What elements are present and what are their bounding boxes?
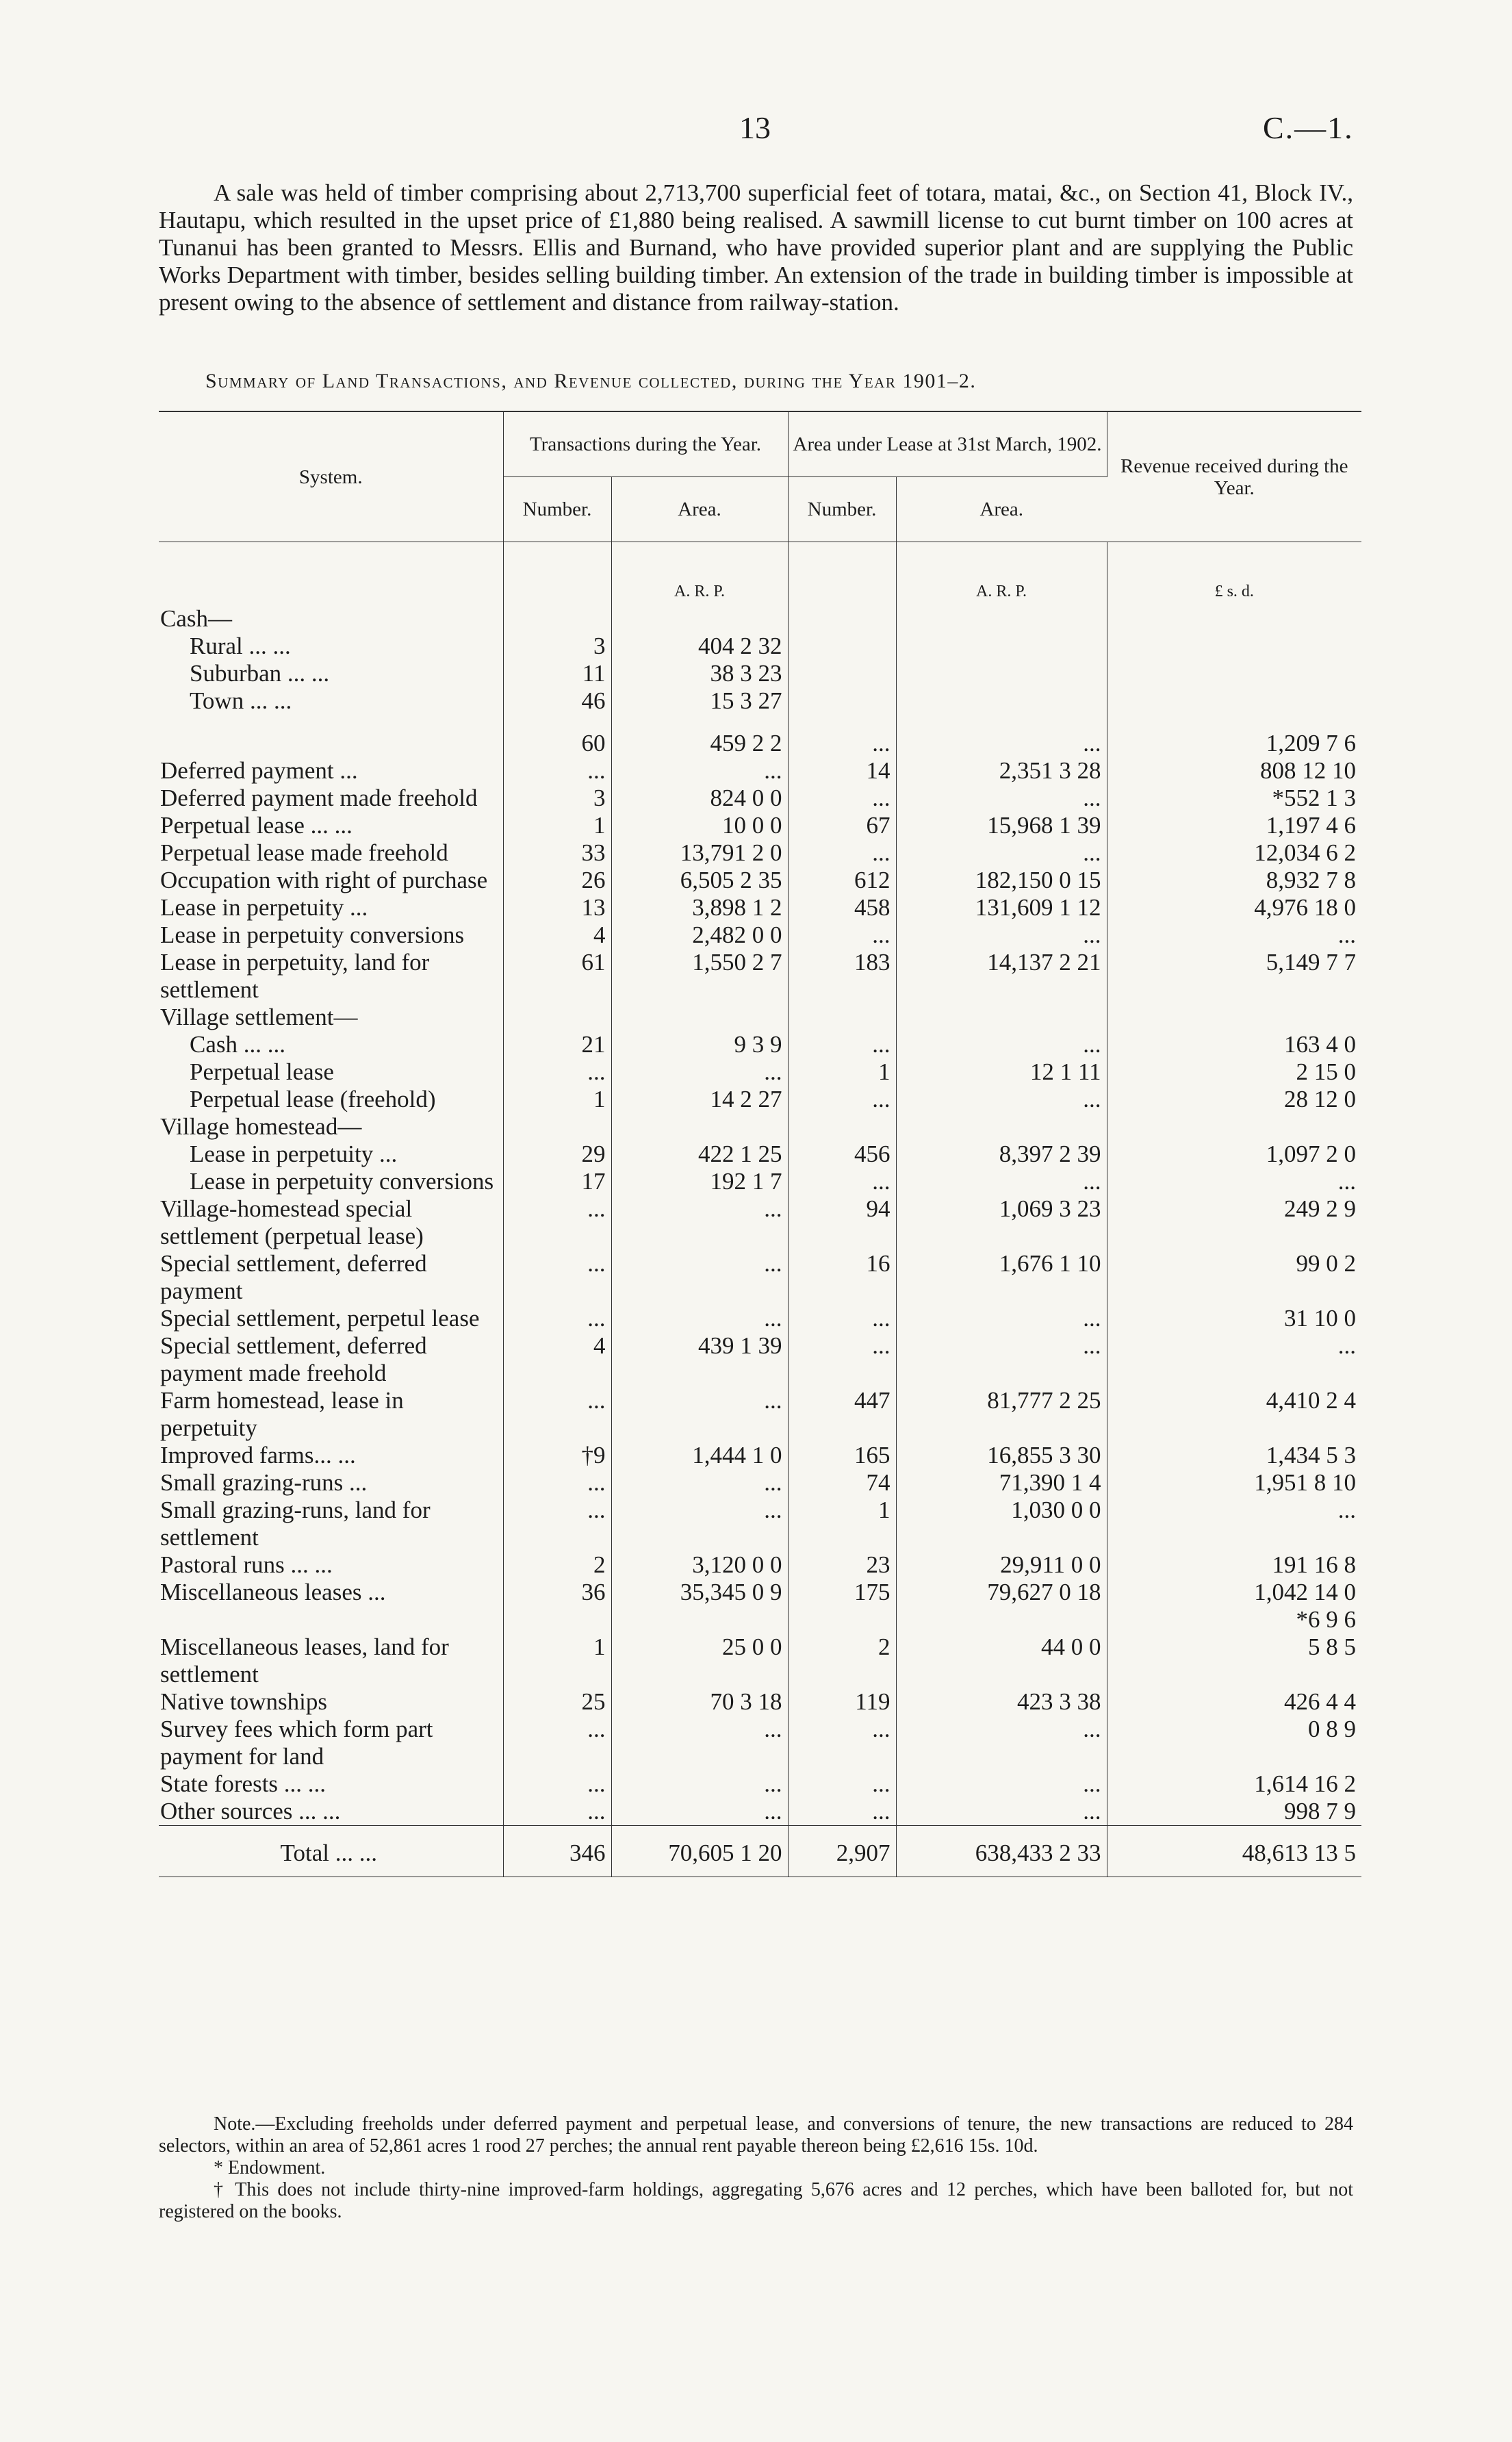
spacer-cell — [503, 715, 611, 730]
table-row — [159, 785, 1361, 812]
system-cell: Perpetual lease (freehold) — [159, 1086, 503, 1113]
revenue-cell: *552 1 3 — [1272, 785, 1357, 811]
system-cell: Lease in perpetuity conversions — [159, 1168, 503, 1195]
lease-area-cell: ... — [896, 1716, 1107, 1770]
trans-number-cell — [503, 605, 611, 633]
revenue-cell: 1,434 5 3 — [1266, 1442, 1357, 1468]
trans-area-cell: ... — [611, 1250, 788, 1305]
trans-number-cell: †9 — [503, 1442, 611, 1469]
table-row — [159, 867, 1361, 894]
system-cell: State forests ... ... — [159, 1770, 503, 1798]
lease-area-cell: 15,968 1 39 — [896, 812, 1107, 839]
trans-number-cell: 36 — [503, 1579, 611, 1633]
lease-area-cell: 423 3 38 — [896, 1688, 1107, 1716]
trans-area-cell: ... — [611, 1770, 788, 1798]
revenue-cell: 12,034 6 2 — [1254, 839, 1357, 866]
table-row — [159, 1770, 1361, 1798]
system-cell: Rural ... ... — [159, 633, 503, 660]
lease-number-cell: ... — [788, 1798, 896, 1826]
table-row — [159, 812, 1361, 839]
units-area-trans: A. R. P. — [611, 542, 788, 606]
trans-area-cell: ... — [611, 1716, 788, 1770]
system-cell: Lease in perpetuity conversions — [159, 921, 503, 949]
lease-area-cell: ... — [896, 1305, 1107, 1332]
trans-area-cell: ... — [611, 1058, 788, 1086]
trans-area-cell: 35,345 0 9 — [611, 1579, 788, 1633]
trans-number-cell: 3 — [503, 633, 611, 660]
lease-number-cell — [788, 1004, 896, 1031]
lease-number-cell: ... — [788, 1770, 896, 1798]
trans-number-cell: 13 — [503, 894, 611, 921]
trans-area-cell: 6,505 2 35 — [611, 867, 788, 894]
system-cell: Miscellaneous leases, land for settlement — [159, 1633, 503, 1688]
system-cell: Lease in perpetuity, land for settlement — [159, 949, 503, 1004]
system-cell: Cash ... ... — [159, 1031, 503, 1058]
revenue-cell: 1,209 7 6 — [1266, 730, 1357, 756]
lease-number-cell — [788, 687, 896, 715]
trans-number-cell: 4 — [503, 921, 611, 949]
table-row — [159, 1141, 1361, 1168]
header-lease-number: Number. — [788, 477, 896, 542]
units-area-lease: A. R. P. — [896, 542, 1107, 606]
lease-area-cell: ... — [896, 785, 1107, 812]
lease-area-cell: ... — [896, 1031, 1107, 1058]
lease-number-cell: 1 — [788, 1058, 896, 1086]
spacer-cell — [611, 715, 788, 730]
lease-number-cell: 16 — [788, 1250, 896, 1305]
trans-area-cell: 10 0 0 — [611, 812, 788, 839]
trans-area-cell: 1,550 2 7 — [611, 949, 788, 1004]
table-row — [159, 1168, 1361, 1195]
lease-area-cell — [896, 660, 1107, 687]
trans-number-cell: 26 — [503, 867, 611, 894]
trans-number-cell: ... — [503, 1305, 611, 1332]
trans-number-cell: ... — [503, 1497, 611, 1551]
lease-area-cell: 182,150 0 15 — [896, 867, 1107, 894]
lease-area-cell: 2,351 3 28 — [896, 757, 1107, 785]
system-cell: Cash— — [159, 605, 503, 633]
table-row — [159, 839, 1361, 867]
system-cell: Deferred payment ... — [159, 757, 503, 785]
trans-area-cell — [611, 1004, 788, 1031]
spacer-cell — [896, 715, 1107, 730]
lease-area-cell: ... — [896, 730, 1107, 757]
header-transactions: Transactions during the Year. — [503, 411, 788, 477]
system-cell: Deferred payment made freehold — [159, 785, 503, 812]
table-row — [159, 605, 1361, 633]
trans-number-cell: 25 — [503, 1688, 611, 1716]
lease-number-cell: 67 — [788, 812, 896, 839]
lease-number-cell: 94 — [788, 1195, 896, 1250]
note-text: Note.—Excluding freeholds under deferred payment and perpetual lease, and conversions of tenure, the new transactions are reduced to 284 selectors, within an area of 52,861 acres 1 rood 27 perches; the annual rent payable thereon being £2,616 15s. 10d. — [159, 2113, 1353, 2157]
table-body — [159, 542, 1361, 1826]
table-row — [159, 730, 1361, 757]
lease-area-cell: 79,627 0 18 — [896, 1579, 1107, 1633]
revenue-cell: 31 10 0 — [1284, 1305, 1357, 1332]
revenue-cell: 1,197 4 6 — [1266, 812, 1357, 839]
lease-number-cell: 456 — [788, 1141, 896, 1168]
lease-area-cell: 1,676 1 10 — [896, 1250, 1107, 1305]
trans-number-cell: ... — [503, 1250, 611, 1305]
trans-number-cell: 1 — [503, 1086, 611, 1113]
trans-area-cell: ... — [611, 1305, 788, 1332]
table-row — [159, 1387, 1361, 1442]
lease-number-cell — [788, 633, 896, 660]
trans-number-cell: 2 — [503, 1551, 611, 1579]
trans-area-cell: 3,120 0 0 — [611, 1551, 788, 1579]
table-row — [159, 1086, 1361, 1113]
total-lease-number: 2,907 — [788, 1826, 896, 1877]
intro-paragraph — [159, 179, 1353, 316]
document-code: C.—1. — [1263, 110, 1354, 145]
header-lease-area: Area under Lease at 31st March, 1902. — [788, 411, 1107, 477]
table-row — [159, 921, 1361, 949]
note-endowment: * Endowment. — [214, 2157, 326, 2178]
intro-text: A sale was held of timber comprising about 2,713,700 superficial feet of totara, matai, &c., on Section 41, Block IV., Hautapu, which resulted in the upset price of £1,880 being realised. A sawmill license to cut burnt timber on 100 acres at Tunanui has been granted to Messrs. Ellis and Burnand, who have provided superior plant and are supplying the Public Works Department with timber, besides selling building timber. An extension of the trade in building timber is impossible at present owing to the absence of settlement and distance from railway-station. — [159, 179, 1353, 316]
lease-area-cell — [896, 687, 1107, 715]
lease-number-cell: 23 — [788, 1551, 896, 1579]
system-cell: Special settlement, deferred payment made freehold — [159, 1332, 503, 1387]
revenue-cell: ... — [1337, 1168, 1357, 1195]
system-cell: Native townships — [159, 1688, 503, 1716]
system-cell: Other sources ... ... — [159, 1798, 503, 1826]
lease-area-cell — [896, 605, 1107, 633]
trans-number-cell: 3 — [503, 785, 611, 812]
revenue-cell — [1107, 660, 1361, 687]
lease-area-cell: ... — [896, 1168, 1107, 1195]
note-dagger: † This does not include thirty-nine improved-farm holdings, aggregating 5,676 acres and 12 perches, which have been balloted for, but not registered on the books. — [159, 2179, 1353, 2222]
revenue-cell: 1,951 8 10 — [1254, 1469, 1357, 1496]
total-revenue: 48,613 13 5 — [1107, 1826, 1361, 1877]
trans-area-cell: 9 3 9 — [611, 1031, 788, 1058]
trans-number-cell: ... — [503, 1770, 611, 1798]
trans-area-cell: 13,791 2 0 — [611, 839, 788, 867]
table-row — [159, 633, 1361, 660]
lease-number-cell: ... — [788, 839, 896, 867]
trans-area-cell: 70 3 18 — [611, 1688, 788, 1716]
lease-number-cell: 447 — [788, 1387, 896, 1442]
revenue-cell — [1107, 1113, 1361, 1141]
table-row — [159, 1579, 1361, 1633]
lease-area-cell: 44 0 0 — [896, 1633, 1107, 1688]
header-revenue: Revenue received during the Year. — [1107, 411, 1361, 542]
lease-area-cell: ... — [896, 921, 1107, 949]
trans-number-cell: ... — [503, 1387, 611, 1442]
trans-number-cell: ... — [503, 757, 611, 785]
trans-number-cell: 29 — [503, 1141, 611, 1168]
revenue-cell: 8,932 7 8 — [1266, 867, 1357, 893]
lease-area-cell: 14,137 2 21 — [896, 949, 1107, 1004]
lease-number-cell: ... — [788, 1031, 896, 1058]
lease-number-cell: 165 — [788, 1442, 896, 1469]
trans-area-cell: 192 1 7 — [611, 1168, 788, 1195]
revenue-cell: 5,149 7 7 — [1266, 949, 1357, 976]
lease-number-cell: 1 — [788, 1497, 896, 1551]
revenue-cell: ... — [1337, 921, 1357, 948]
lease-number-cell: ... — [788, 921, 896, 949]
table-row — [159, 1332, 1361, 1387]
trans-number-cell: 21 — [503, 1031, 611, 1058]
lease-number-cell: 183 — [788, 949, 896, 1004]
lease-area-cell: 131,609 1 12 — [896, 894, 1107, 921]
system-cell: Survey fees which form part payment for land — [159, 1716, 503, 1770]
total-trans-number: 346 — [503, 1826, 611, 1877]
trans-number-cell: 33 — [503, 839, 611, 867]
table-row — [159, 949, 1361, 1004]
header-lease-area-col: Area. — [896, 477, 1107, 542]
trans-area-cell: 3,898 1 2 — [611, 894, 788, 921]
trans-number-cell: ... — [503, 1798, 611, 1826]
table-row — [159, 1058, 1361, 1086]
system-cell: Lease in perpetuity ... — [159, 894, 503, 921]
spacer-cell — [1107, 715, 1361, 730]
system-cell: Perpetual lease ... ... — [159, 812, 503, 839]
trans-area-cell: ... — [611, 1497, 788, 1551]
trans-area-cell: 422 1 25 — [611, 1141, 788, 1168]
table-row — [159, 1716, 1361, 1770]
table-row — [159, 1497, 1361, 1551]
trans-area-cell: 2,482 0 0 — [611, 921, 788, 949]
system-cell: Farm homestead, lease in perpetuity — [159, 1387, 503, 1442]
trans-area-cell: ... — [611, 1195, 788, 1250]
lease-area-cell: 16,855 3 30 — [896, 1442, 1107, 1469]
trans-number-cell — [503, 1004, 611, 1031]
revenue-cell — [1107, 687, 1361, 715]
lease-number-cell: 175 — [788, 1579, 896, 1633]
lease-number-cell: 74 — [788, 1469, 896, 1497]
revenue-cell: 1,614 16 2 — [1254, 1770, 1357, 1797]
system-cell: Perpetual lease made freehold — [159, 839, 503, 867]
table-row — [159, 1442, 1361, 1469]
total-row — [159, 1826, 1361, 1877]
trans-number-cell — [503, 1113, 611, 1141]
footnotes — [159, 2113, 1353, 2223]
table-row — [159, 1469, 1361, 1497]
lease-number-cell: 612 — [788, 867, 896, 894]
table-row — [159, 1195, 1361, 1250]
revenue-cell: 163 4 0 — [1284, 1031, 1357, 1058]
page-number: 13 — [739, 110, 771, 145]
system-cell: Pastoral runs ... ... — [159, 1551, 503, 1579]
trans-number-cell: ... — [503, 1716, 611, 1770]
spacer-row — [159, 715, 1361, 730]
table-row — [159, 660, 1361, 687]
revenue-cell: 4,976 18 0 — [1254, 894, 1357, 921]
lease-number-cell: 2 — [788, 1633, 896, 1688]
trans-number-cell: 11 — [503, 660, 611, 687]
table-row — [159, 1004, 1361, 1031]
units-blank — [503, 542, 611, 606]
lease-number-cell: ... — [788, 1086, 896, 1113]
table-row — [159, 757, 1361, 785]
lease-area-cell: 12 1 11 — [896, 1058, 1107, 1086]
table-row — [159, 1798, 1361, 1826]
system-cell: Village settlement— — [159, 1004, 503, 1031]
revenue-cell: 191 16 8 — [1272, 1551, 1357, 1578]
lease-number-cell: ... — [788, 785, 896, 812]
trans-area-cell: 38 3 23 — [611, 660, 788, 687]
trans-area-cell: 15 3 27 — [611, 687, 788, 715]
table-row — [159, 1305, 1361, 1332]
lease-area-cell: 8,397 2 39 — [896, 1141, 1107, 1168]
lease-number-cell: 458 — [788, 894, 896, 921]
revenue-cell — [1107, 605, 1361, 633]
trans-number-cell: ... — [503, 1469, 611, 1497]
system-cell: Town ... ... — [159, 687, 503, 715]
lease-area-cell: 81,777 2 25 — [896, 1387, 1107, 1442]
trans-number-cell: 61 — [503, 949, 611, 1004]
system-cell: Improved farms... ... — [159, 1442, 503, 1469]
revenue-cell: 5 8 5 — [1308, 1633, 1357, 1660]
trans-area-cell: ... — [611, 1387, 788, 1442]
trans-number-cell: 4 — [503, 1332, 611, 1387]
units-blank — [159, 542, 503, 606]
system-cell: Small grazing-runs ... — [159, 1469, 503, 1497]
revenue-cell: 426 4 4 — [1284, 1688, 1357, 1715]
revenue-cell: 1,097 2 0 — [1266, 1141, 1357, 1167]
trans-area-cell: 439 1 39 — [611, 1332, 788, 1387]
revenue-cell: 0 8 9 — [1308, 1716, 1357, 1742]
system-cell: Occupation with right of purchase — [159, 867, 503, 894]
lease-area-cell: ... — [896, 1086, 1107, 1113]
revenue-cell: 4,410 2 4 — [1266, 1387, 1357, 1414]
summary-title: Summary of Land Transactions, and Revenue collected, during the Year 1901–2. — [205, 370, 977, 392]
header-system: System. — [159, 411, 503, 542]
table-row — [159, 687, 1361, 715]
lease-number-cell: ... — [788, 1168, 896, 1195]
system-cell: Village homestead— — [159, 1113, 503, 1141]
lease-area-cell: 1,069 3 23 — [896, 1195, 1107, 1250]
system-cell: Perpetual lease — [159, 1058, 503, 1086]
lease-area-cell: 1,030 0 0 — [896, 1497, 1107, 1551]
system-cell: Miscellaneous leases ... — [159, 1579, 503, 1633]
revenue-cell: 2 15 0 — [1296, 1058, 1357, 1085]
total-lease-area: 638,433 2 33 — [896, 1826, 1107, 1877]
lease-area-cell: 29,911 0 0 — [896, 1551, 1107, 1579]
revenue-cell: 249 2 9 — [1284, 1195, 1357, 1222]
lease-area-cell — [896, 1113, 1107, 1141]
trans-number-cell: 46 — [503, 687, 611, 715]
lease-area-cell: ... — [896, 839, 1107, 867]
revenue-cell: ... — [1337, 1497, 1357, 1523]
lease-area-cell: ... — [896, 1798, 1107, 1826]
units-blank — [788, 542, 896, 606]
header-trans-number: Number. — [503, 477, 611, 542]
spacer-cell — [788, 715, 896, 730]
lease-number-cell — [788, 605, 896, 633]
trans-area-cell: ... — [611, 1798, 788, 1826]
total-trans-area: 70,605 1 20 — [611, 1826, 788, 1877]
trans-number-cell: ... — [503, 1058, 611, 1086]
system-cell: Lease in perpetuity ... — [159, 1141, 503, 1168]
revenue-cell: 28 12 0 — [1284, 1086, 1357, 1112]
table-row — [159, 894, 1361, 921]
trans-area-cell: ... — [611, 757, 788, 785]
lease-number-cell: 14 — [788, 757, 896, 785]
revenue-cell: ... — [1337, 1332, 1357, 1359]
trans-area-cell: 14 2 27 — [611, 1086, 788, 1113]
trans-area-cell: 824 0 0 — [611, 785, 788, 812]
lease-number-cell: ... — [788, 1305, 896, 1332]
revenue-cell: 1,042 14 0 *6 9 6 — [1254, 1579, 1357, 1633]
system-cell: Small grazing-runs, land for settlement — [159, 1497, 503, 1551]
trans-number-cell: ... — [503, 1195, 611, 1250]
table-row — [159, 1551, 1361, 1579]
trans-area-cell — [611, 1113, 788, 1141]
trans-number-cell: 60 — [503, 730, 611, 757]
lease-area-cell: ... — [896, 1332, 1107, 1387]
trans-area-cell: 1,444 1 0 — [611, 1442, 788, 1469]
system-cell: Special settlement, deferred payment — [159, 1250, 503, 1305]
total-label: Total ... ... — [159, 1826, 503, 1877]
trans-number-cell: 1 — [503, 812, 611, 839]
trans-area-cell: ... — [611, 1469, 788, 1497]
lease-number-cell: ... — [788, 1716, 896, 1770]
table-row — [159, 1031, 1361, 1058]
lease-number-cell: 119 — [788, 1688, 896, 1716]
revenue-cell: 808 12 10 — [1260, 757, 1357, 784]
trans-area-cell: 459 2 2 — [611, 730, 788, 757]
revenue-cell — [1107, 633, 1361, 660]
trans-area-cell: 25 0 0 — [611, 1633, 788, 1688]
lease-area-cell: 71,390 1 4 — [896, 1469, 1107, 1497]
units-row — [159, 542, 1361, 606]
lease-number-cell — [788, 660, 896, 687]
system-cell — [159, 730, 503, 757]
lease-number-cell — [788, 1113, 896, 1141]
units-revenue: £ s. d. — [1214, 583, 1254, 600]
header-trans-area: Area. — [611, 477, 788, 542]
table-row — [159, 1633, 1361, 1688]
table-row — [159, 1688, 1361, 1716]
system-cell: Village-homestead special settlement (perpetual lease) — [159, 1195, 503, 1250]
lease-number-cell: ... — [788, 1332, 896, 1387]
spacer-cell — [159, 715, 503, 730]
system-cell: Special settlement, perpetul lease — [159, 1305, 503, 1332]
lease-area-cell: ... — [896, 1770, 1107, 1798]
trans-area-cell: 404 2 32 — [611, 633, 788, 660]
revenue-cell: 998 7 9 — [1284, 1798, 1357, 1824]
revenue-cell — [1107, 1004, 1361, 1031]
land-transactions-table — [159, 411, 1361, 1877]
table-row — [159, 1113, 1361, 1141]
trans-area-cell — [611, 605, 788, 633]
revenue-cell: 99 0 2 — [1296, 1250, 1357, 1277]
lease-area-cell — [896, 633, 1107, 660]
table-row — [159, 1250, 1361, 1305]
lease-number-cell: ... — [788, 730, 896, 757]
trans-number-cell: 17 — [503, 1168, 611, 1195]
lease-area-cell — [896, 1004, 1107, 1031]
system-cell: Suburban ... ... — [159, 660, 503, 687]
trans-number-cell: 1 — [503, 1633, 611, 1688]
